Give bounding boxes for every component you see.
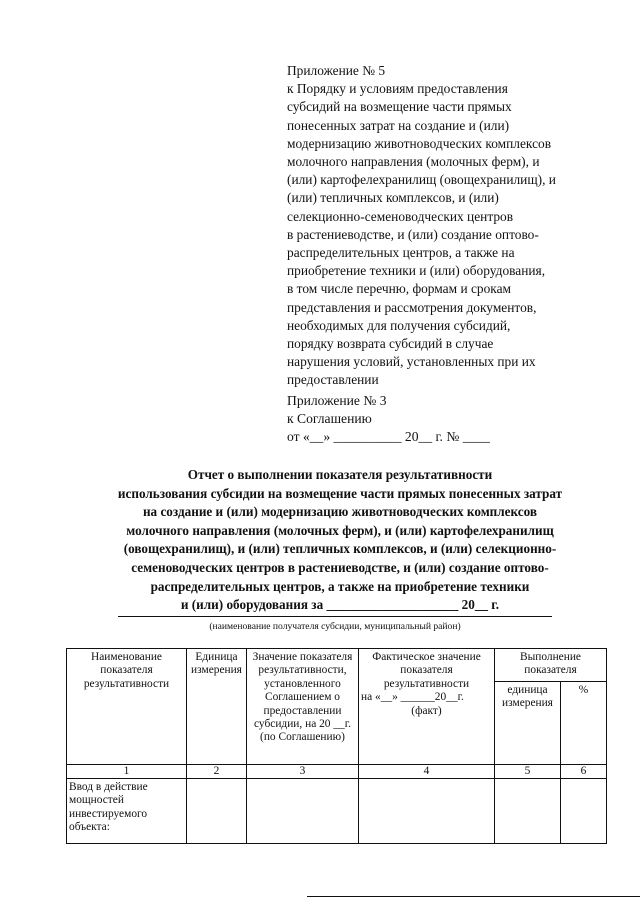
recipient-name-line (118, 616, 552, 617)
appendix-5-line: необходимых для получения субсидий, (287, 317, 511, 333)
appendix-5-line: молочного направления (молочных ферм), и (287, 154, 540, 170)
appendix-5-line: порядку возврата субсидий в случае (287, 336, 494, 352)
appendix-5-line: предоставлении (287, 372, 379, 388)
table-row (67, 779, 607, 844)
column-number: 2 (187, 765, 247, 779)
header-fulfillment-percent: % (561, 682, 607, 765)
report-title (70, 466, 610, 615)
column-number: 3 (247, 765, 359, 779)
report-title-line: Отчет о выполнении показателя результативности (187, 467, 493, 482)
appendix-5-line: к Порядку и условиям предоставления (287, 81, 508, 97)
appendix-5-line: (или) тепличных комплексов, и (или) (287, 190, 499, 206)
header-actual-value-fact: (факт) (411, 704, 442, 717)
header-fulfillment: Выполнение показателя (495, 649, 607, 682)
appendix-3-title: Приложение № 3 (287, 393, 387, 408)
header-fulfillment-unit: единица измерения (495, 682, 561, 765)
indicator-table (66, 648, 607, 844)
report-title-line: (овощехранилищ), и (или) тепличных комплексов, и (или) селекционно- (123, 541, 557, 557)
appendix-5-line: Приложение № 5 (287, 63, 386, 78)
appendix-5-line: представления и рассмотрения документов, (287, 299, 537, 315)
appendix-5-line: субсидий на возмещение части прямых (287, 99, 512, 115)
report-title-line: использования субсидии на возмещение части прямых понесенных затрат (117, 485, 563, 501)
unit-cell (187, 779, 247, 844)
page-bottom-rule (307, 896, 640, 897)
column-number: 4 (359, 765, 495, 779)
appendix-5-line: нарушения условий, установленных при их (287, 354, 536, 370)
header-planned-value: Значение показателя результативности, установленного Соглашением о предоставлении субсидии, на 20 __г. (по Соглашению) (247, 649, 359, 765)
appendix-5-line: в том числе перечню, формам и срокам (287, 281, 512, 297)
fulfillment-unit-cell (495, 779, 561, 844)
header-actual-value-date: на «__» ______20__г. (361, 691, 464, 704)
appendix-5-line: приобретение техники и (или) оборудования, (287, 263, 546, 279)
indicator-name-cell: Ввод в действие мощностей инвестируемого объекта: (67, 779, 187, 844)
report-title-line: распределительных центров, а также на приобретение техники (150, 578, 530, 594)
appendix-3-reference: к Соглашению (287, 411, 372, 426)
actual-value-cell (359, 779, 495, 844)
column-number: 5 (495, 765, 561, 779)
table-header-row (67, 649, 607, 682)
fulfillment-percent-cell (561, 779, 607, 844)
report-title-line: молочного направления (молочных ферм), и (или) картофелехранилищ (126, 522, 554, 538)
header-indicator-name: Наименование показателя результативности (67, 649, 187, 765)
appendix-5-line: понесенных затрат на создание и (или) (287, 117, 510, 133)
column-number: 1 (67, 765, 187, 779)
appendix-5-line: распределительных центров, а также на (287, 245, 515, 261)
recipient-caption: (наименование получателя субсидии, муниципальный район) (209, 621, 461, 632)
column-number-row (67, 765, 607, 779)
planned-value-cell (247, 779, 359, 844)
appendix-5-line: селекционно-семеноводческих центров (287, 208, 514, 224)
header-unit: Единица измерения (187, 649, 247, 765)
appendix-5-line: в растениеводстве, и (или) создание оптово- (287, 226, 539, 242)
header-actual-value (359, 649, 495, 765)
appendix-5-line: (или) картофелехранилищ (овощехранилищ), и (287, 172, 556, 188)
report-title-line: семеноводческих центров в растениеводстве, и (или) создание оптово- (131, 559, 549, 575)
header-actual-value-label: Фактическое значение показателя результативности (372, 651, 481, 690)
appendix-5-line: модернизацию животноводческих комплексов (287, 135, 552, 151)
column-number: 6 (561, 765, 607, 779)
report-title-line: и (или) оборудования за ____________________ 20__ г. (180, 597, 500, 613)
appendix-3-date-number: от «__» __________ 20__ г. № ____ (287, 429, 490, 444)
appendix-5-block (287, 62, 627, 390)
appendix-3-block (287, 392, 607, 446)
report-title-line: на создание и (или) модернизацию животноводческих комплексов (142, 504, 538, 520)
